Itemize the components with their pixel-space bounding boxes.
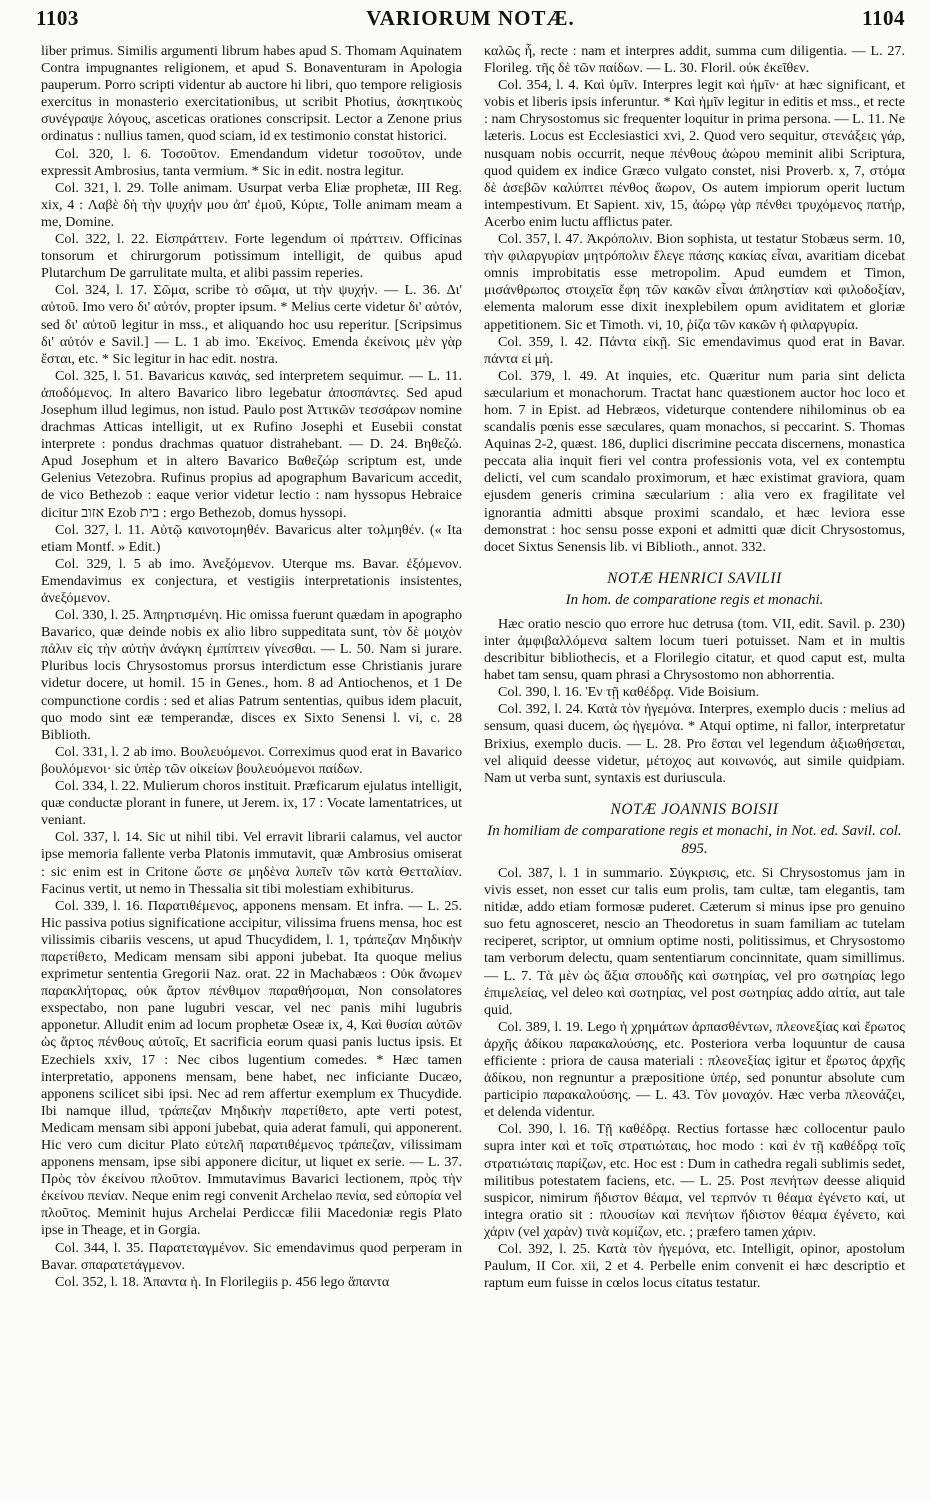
- note-paragraph: Col. 327, l. 11. Αὐτῷ καινοτομηθέν. Bavaricus alter τολμηθέν. (« Ita etiam Montf. » Edit.): [41, 521, 462, 555]
- note-paragraph: Col. 322, l. 22. Εἰσπράττειν. Forte legendum οἱ πράττειν. Officinas tonsorum et chirurgorum potissimum intelligit, de quibus apud Plutarchum De garrulitate multa, et alibi passim reperies.: [41, 231, 462, 282]
- page-header: [36, 6, 905, 32]
- note-paragraph: Col. 331, l. 2 ab imo. Βουλευόμενοι. Correximus quod erat in Bavarico βουλόμενοι· sic ὑπὲρ τῶν οἰκείων βουλευόμενοι παίδων.: [41, 743, 462, 777]
- note-paragraph: Col. 324, l. 17. Σῶμα, scribe τὸ σῶμα, ut τὴν ψυχήν. — L. 36. Δι' αὐτοῦ. Imo vero δι' αὐτόν, propter ipsum. * Melius certe videtur δι' αὐτόν, sed δι' αὐτοῦ legitur in mss., et aliquando hoc usu reperitur. [Scripsimus δι' αὐτόν e Savil.] — L. 1 ab imo. Ἐκείνος. Emenda ἐκείνοις μὲν γὰρ ἔσται, etc. * Sic legitur in hac edit. nostra.: [41, 282, 462, 367]
- note-paragraph: Col. 354, l. 4. Καὶ ὑμῖν. Interpres legit καὶ ἡμῖν· at hæc significant, et vobis et liberis ipsis inferuntur. * Καὶ ἡμῖν legitur in editis et mss., et recte : nam Chrysostomus sic frequenter loquitur in prima persona. — L. 11. Ne læteris. Locus est Ecclesiastici xvi, 2. Quod vero sequitur, στενάξεις γάρ, nusquam nobis occurrit, neque πένθους ἀώρου meminit alibi Scriptura, quod quidem ex indice Græco vulgato constet, nisi Proverb. x, 7, στόμα δὲ ἀσεβῶν καλύπτει πένθος ἄωρον, Os autem impiorum operit luctum intempestivum. Et Sapient. xiv, 15, ἀώρῳ γὰρ πένθει τρυχόμενος πατήρ, Acerbo enim luctu afflictus pater.: [484, 77, 905, 230]
- note-paragraph: Col. 337, l. 14. Sic ut nihil tibi. Vel erravit librarii calamus, vel auctor ipse memoria fallente verba Platonis immutavit, quæ Ambrosius omiserat : sic enim est in Critone ὥστε σε μηδὲνα λυπεῖν τῶν κατὰ Θετταλίαν. Facinus vertit, ut nemo in Thessalia sit tibi molestiam exhibiturus.: [41, 829, 462, 897]
- note-paragraph: καλῶς ἦ, recte : nam et interpres addit, summa cum diligentia. — L. 27. Florileg. τῆς δὲ τῶν παίδων. — L. 30. Floril. οὐκ ἐκεῖθεν.: [484, 43, 905, 77]
- note-paragraph: Col. 339, l. 16. Παρατιθέμενος, apponens mensam. Et infra. — L. 25. Hic passiva potius significatione accipitur, vilissima fruens mensa, hoc est vilissimis cibariis vescens, ut apud Thucydidem, l. 1, τράπεζαν Μηδικὴν παρετίθετο, Medicam mensam sibi apponi jubebat. Ita quoque melius exprimetur sententia Gregorii Naz. orat. 22 in Machabæos : Οὐκ ἄνωμεν παρακλήτορας, οὐκ ἄρτον πένθιμον παραθήσομαι, Non consolatores exspectabo, non pane lugubri vescar, vel nec panis mihi lugubris apponetur. Alludit enim ad locum prophetæ Oseæ ix, 4, Καὶ θυσίαι αὐτῶν ὡς ἄρτος πένθους αὐτοῖς, Et sacrificia eorum quasi panis luctus ipsis. Et Ezechiels xxiv, 17 : Nec cibos lugentium comedes. * Hæc tamen interpretatio, apponens mensam, bene habet, nec inficiante Ducæo, apponens scilicet sibi ipsi. Nec ad rem affertur exemplum ex Thucydide. Ibi namque illud, τράπεζαν Μηδικὴν παρετίθετο, apte verti potest, Medicam mensam sibi apponi jubebat, quia aderat famuli, qui apponerent. Hic vero cum dicitur Plato εὐτελῆ παρατιθέμενος τράπεζαν, vilissimam apponens mensam, ipse sibi apponere dicitur, ut liquet ex serie. — L. 37. Πρὸς τὸν ἐκείνου πλοῦτον. Immutavimus Bavarici lectionem, πρὸς τὴν ἐκείνου πενίαν. Neque enim regi convenit Archelao πενία, sed εὐπορία vel πλοῦτος. Meminit hujus Archelai Perdiccæ filii Macedoniæ regis Plato ipse in Theage, et in Gorgia.: [41, 897, 462, 1239]
- note-paragraph: Col. 392, l. 25. Κατὰ τὸν ἡγεμόνα, etc. Intelligit, opinor, apostolum Paulum, II Cor. xii, 2 et 4. Perbelle enim convenit ei hæc descriptio et raptum eum fuisse in cœlos locus citatus testatur.: [484, 1241, 905, 1292]
- page-number-right: 1104: [862, 6, 905, 30]
- note-paragraph: Col. 390, l. 16. Τῇ καθέδρᾳ. Rectius fortasse hæc collocentur paulo supra inter καὶ et τοῖς στρατιώταις, hoc modo : καὶ ἐν τῇ καθέδρᾳ τοῖς στρατιώταις παρίζων, etc. Hoc est : Dum in cathedra regali sublimis sedet, militibus potestatem faciens, etc. — L. 25. Post πενήτων deesse aliquid suspicor, nimirum ἥδιστον θέαμα, vel τερπνόν τι θέαμα ἐγένετο καί, ut integra oratio sit : πλουσίων καὶ πενήτων ἥδιστον θέαμα ἐγένετο, καὶ χάριν (vel χαρὰν) τινὰ κομίζων, etc. ; præfero tamen χάριν.: [484, 1121, 905, 1240]
- note-paragraph: Col. 344, l. 35. Παρατεταγμένον. Sic emendavimus quod perperam in Bavar. σπαρατετάγμενον.: [41, 1239, 462, 1273]
- note-paragraph: Col. 325, l. 51. Bavaricus καινάς, sed interpretem sequimur. — L. 11. ἀποδόμενος. In altero Bavarico libro legebatur ἀποσπάντες. Sed apud Josephum illud legimus, non istud. Paulo post Ἀττικῶν τεσσάρων nomine drachmas Atticas intelligit, ut ex Rufino Josephi et Eusebii constat interprete : pondus drachmas quatuor distrahebant. — D. 24. Βηθεζώ. Apud Josephum et in altero Bavarico Βαθεζώρ scriptum est, unde Gelenius Vetezobra. Rufinus propius ad apographum Bavaricum accedit, de vico Bethezob : eaque verior videtur lectio : nam hyssopus Hebraice dicitur אזוב Ezob בית : ergo Bethezob, domus hyssopi.: [41, 367, 462, 521]
- note-paragraph: Col. 392, l. 24. Κατὰ τὸν ἡγεμόνα. Interpres, exemplo ducis : melius ad sensum, quasi ducem, ὡς ἡγεμόνα. * Atqui optime, ni fallor, interpretatur Brixius, exemplo ducis. — L. 28. Pro ἔσται vel legendum ἀξιωθήσεται, vel aliquid deesse videtur, μέτοχος aut κοινωνός, aut simile quidpiam. Nam ut verba sunt, syntaxis est duriuscula.: [484, 701, 905, 786]
- note-paragraph: Col. 321, l. 29. Tolle animam. Usurpat verba Eliæ prophetæ, III Reg. xix, 4 : Λαβὲ δὴ τὴν ψυχήν μου ἀπ' ἐμοῦ, Κύριε, Tolle animam meam a me, Domine.: [41, 179, 462, 230]
- note-paragraph: Col. 357, l. 47. Ἀκρόπολιν. Bion sophista, ut testatur Stobæus serm. 10, τὴν φιλαργυρίαν μητρόπολιν ἔλεγε πάσης κακίας εἶναι, avaritiam dicebat omnis improbitatis esse metropolim. Apud eumdem et Timon, μισάνθρωπος στοιχεῖα ἔφη τῶν κακῶν εἶναι ἀπληστίαν καὶ φιλοδοξίαν, elementa malorum esse dixit inexplebilem opum aviditatem et gloriæ appetitionem. Sic et Timoth. vi, 10, ῥίζα τῶν κακῶν ἡ φιλαργυρία.: [484, 231, 905, 333]
- note-paragraph: Col. 352, l. 18. Ἀπαντα ἡ. In Florilegiis p. 456 lego ἅπαντα: [55, 1273, 390, 1290]
- note-paragraph: Col. 330, l. 25. Ἀπηρτισμένη. Hic omissa fuerunt quædam in apographo Bavarico, quæ deinde nobis ex alio libro suppeditata sunt, τὸν δὲ μοιχὸν πάλιν εἰς τὴν αὐτὴν ἀνάγκη ἐμπίπτειν γίνεσθαι. — L. 50. Nam si jurare. Pluribus locis Chrysostomus prorsus interdictum esse Christianis jurare videtur docere, ut homil. 15 in Genes., hom. 8 ad Antiochenos, et 1 De compunctione cordis : sed et alias Patrum sententias, quibus idem placuit, quo modo sint eæ temperandæ, disces ex Sixto Senensi l. vi, c. 28 Biblioth.: [41, 607, 462, 743]
- note-paragraph: Col. 390, l. 16. Ἐν τῇ καθέδρᾳ. Vide Boisium.: [498, 684, 760, 701]
- section-subheading-boisii: In homiliam de comparatione regis et monachi, in Not. ed. Savil. col. 895.: [487, 822, 902, 857]
- note-paragraph: Col. 334, l. 22. Mulierum choros instituit. Præficarum ejulatus intelligit, quæ conductæ plorant in funere, ut Jerem. ix, 17 : Vocate lamentatrices, ut veniant.: [41, 778, 462, 829]
- note-paragraph: Col. 329, l. 5 ab imo. Ἀνεξόμενον. Uterque ms. Bavar. ἐξόμενον. Emendavimus ex conjectura, et vestigiis interpretationis insistentes, ἀνεξόμενον.: [41, 555, 462, 606]
- left-column: [41, 43, 462, 1491]
- note-paragraph: Col. 359, l. 42. Πάντα εἰκῇ. Sic emendavimus quod erat in Bavar. πάντα εἰ μὴ.: [484, 333, 905, 367]
- note-paragraph: liber primus. Similis argumenti librum habes apud S. Thomam Aquinatem Contra impugnantes religionem, et apud S. Bonaventuram in Apologia pauperum. Porro scripti videntur ab auctore hi libri, quo tempore religiosis exercitus in monasterio exercitationibus, ut scribit Photius, ἀσκητικοὺς συνέγραψε λόγους, asceticas orationes conscripsit. Lector a Zenone prius ordinatus : nullius tamen, quod sciam, id ex testimonio constat historici.: [41, 43, 462, 145]
- section-heading-boisii: NOTÆ JOANNIS BOISII: [610, 800, 779, 818]
- section-subheading-savile: In hom. de comparatione regis et monachi.: [565, 591, 824, 608]
- note-paragraph: Col. 389, l. 19. Lego ἡ χρημάτων ἀρπασθέντων, πλεονεξίας καὶ ἔρωτος ἀρχῆς ἀδίκου παρακαλούσης, etc. Posteriora verba loquuntur de causa efficiente : priora de causa materiali : πλεονεξίας igitur et ἔρωτος ἀρχῆς ἀδίκου, non regnuntur a præpositione ὑπέρ, sed ponuntur absolute cum participio παρακαλούσης. — L. 43. Τὸν μοναχόν. Hæc verba πλεονάζει, et delenda videntur.: [484, 1018, 905, 1121]
- page-number-left: 1103: [36, 6, 79, 30]
- note-paragraph: Col. 379, l. 49. At inquies, etc. Quæritur num paria sint delicta sæcularium et monachorum. Tractat hanc quæstionem auctor hoc loco et hom. 7 in Epist. ad Hebræos, videturque contendere nihilominus ob ea scandalis pœnis esse sæculares, quam monachos, si peccarint. S. Thomas Aquinas 2-2, quæst. 186, duplici discrimine peccata discernens, monastica peccata alia inquit fieri vel contra professionis vota, vel ex contemptu delicti, vel cum scandalo proximorum, et hæc existimat graviora, quam ejusdem generis crimina sæcularium : alia vero ex fragilitate vel ignorantia admitti absque proximi scandalo, et hæc leviora esse demonstrat : hoc sensu posse exponi et admitti quæ dicit Chrysostomus, docet Sixtus Senensis lib. vi Biblioth., annot. 332.: [484, 367, 905, 555]
- running-title: VARIORUM NOTÆ.: [366, 6, 575, 30]
- right-column: [484, 43, 905, 1491]
- note-paragraph: Hæc oratio nescio quo errore huc detrusa (tom. VII, edit. Savil. p. 230) inter ἀμφιβαλλόμενα saltem locum tueri potuisset. Nam et in multis describitur bibliothecis, et a Florilegio citatur, et quod caput est, multa habet tam sensu, quam phrasi a Chrysostomo non abhorrentia.: [484, 615, 905, 684]
- note-paragraph: Col. 320, l. 6. Τοσοῦτον. Emendandum videtur τοσοῦτον, unde expressit Ambrosius, tanta vermium. * Sic in edit. nostra legitur.: [41, 145, 462, 179]
- note-paragraph: Col. 387, l. 1 in summario. Σύγκρισις, etc. Si Chrysostomus jam in vivis esset, non esset cur talis eum prolis, tam cultæ, tam elegantis, tam nitidæ, addo etiam formosæ puderet. Cæterum si minus ipse pro genuino suo fetu agnosceret, nescio an Theodoretus in suam familiam ac tutelam reciperet, scriptor, ut omnium optime nosti, politissimus, et Chrysostomo tam verborum delectu, quam sententiarum concinnitate, quam simillimus. — L. 7. Τὰ μὲν ὡς ἄξια σπουδῆς καὶ σωτηρίας, vel pro σωτηρίας lego ἐπιμελείας, vel deleo καὶ σωτηρίας, vel post σωτηρίας addo αἰτία, aut tale quid.: [484, 864, 905, 1018]
- section-heading-savile: NOTÆ HENRICI SAVILII: [607, 569, 782, 587]
